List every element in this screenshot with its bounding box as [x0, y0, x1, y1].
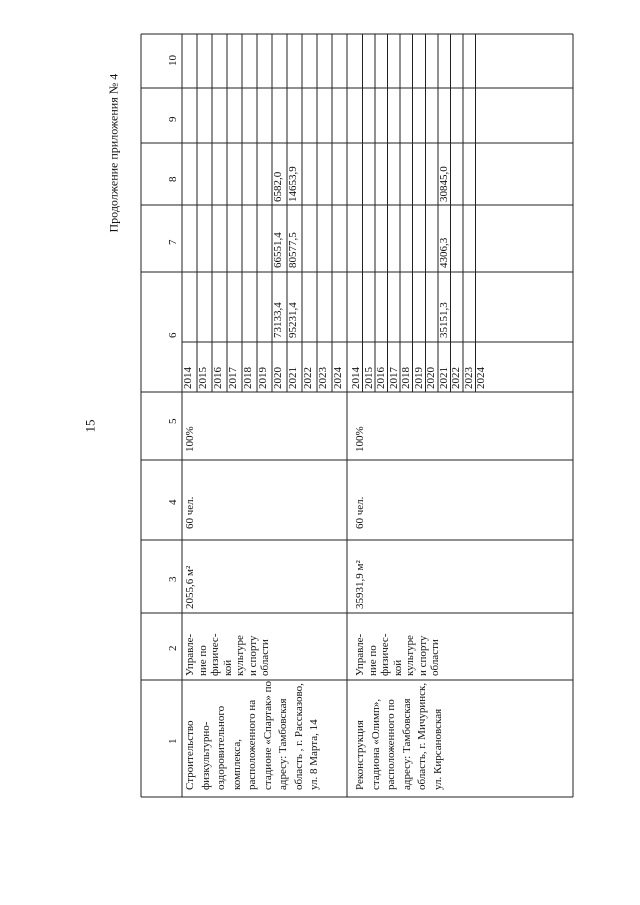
header-col9: 9 — [167, 116, 179, 122]
executor-line: области — [429, 639, 441, 676]
year-label: 2015 — [362, 367, 375, 389]
cell-col8: 6582,0 — [272, 171, 284, 202]
executor-line: культуре — [234, 635, 246, 676]
year-label: 2017 — [387, 367, 400, 389]
area-value: 2055,6 м² — [184, 565, 196, 609]
header-col8: 8 — [167, 176, 179, 182]
year-label: 2016 — [212, 367, 224, 389]
executor-line: культуре — [404, 635, 416, 676]
object-name-line: адресу: Тамбовская — [277, 698, 289, 790]
page-number: 15 — [82, 419, 98, 433]
year-label: 2019 — [257, 367, 269, 389]
executor-line: области — [259, 639, 271, 676]
executor-line: кой — [221, 659, 234, 676]
year-label: 2015 — [197, 367, 209, 389]
cell-col6: 73133,4 — [272, 302, 284, 338]
readiness-value: 100% — [354, 426, 366, 452]
executor-line: ние по — [366, 645, 379, 676]
object-name-line: ул. 8 Марта, 14 — [308, 719, 320, 790]
object-name-line: область, г. Мичуринск, — [416, 682, 428, 790]
header-col5: 5 — [167, 418, 179, 424]
object-name-line: комплекса, — [230, 738, 243, 790]
year-label: 2018 — [242, 367, 254, 389]
object-name-line: стадиона «Олимп», — [369, 698, 382, 790]
header-col1: 1 — [167, 738, 179, 744]
year-label: 2021 — [287, 367, 299, 389]
executor-line: кой — [391, 659, 404, 676]
year-label: 2016 — [375, 367, 388, 389]
executor-line: Управле- — [354, 633, 366, 676]
area-value: 35931,9 м² — [354, 560, 366, 609]
year-label: 2020 — [425, 367, 438, 389]
cell-col8: 14653,9 — [287, 166, 299, 202]
year-label: 2024 — [332, 367, 344, 389]
header-col4: 4 — [167, 499, 179, 505]
object-name-line: адресу: Тамбовская — [400, 698, 413, 790]
year-label: 2023 — [317, 367, 329, 389]
capacity-value: 60 чел. — [354, 496, 366, 529]
year-label: 2014 — [182, 367, 194, 389]
cell-col6: 95231,4 — [287, 302, 299, 338]
object-name-line: физкультурно- — [199, 721, 212, 790]
year-label: 2022 — [450, 367, 463, 389]
year-label: 2021 — [437, 367, 450, 389]
executor-line: и спорту — [416, 635, 429, 676]
header-col6: 6 — [167, 332, 179, 338]
year-label: 2014 — [350, 367, 362, 389]
cell-col7: 66551,4 — [272, 232, 284, 268]
year-label: 2023 — [462, 367, 475, 389]
executor-line: ние по — [196, 645, 209, 676]
year-label: 2024 — [475, 367, 488, 389]
cell-col6: 35151,3 — [437, 302, 450, 338]
executor-line: физичес- — [379, 633, 391, 676]
executor-line: физичес- — [209, 633, 221, 676]
year-label: 2018 — [400, 367, 413, 389]
object-name-line: расположенного по — [385, 699, 397, 790]
header-col7: 7 — [167, 239, 179, 245]
header-col10: 10 — [167, 55, 179, 66]
year-label: 2017 — [227, 367, 239, 389]
capacity-value: 60 чел. — [184, 496, 196, 529]
cell-col8: 30845,0 — [437, 166, 450, 202]
cell-col7: 4306,3 — [437, 237, 450, 268]
year-label: 2020 — [272, 367, 284, 389]
readiness-value: 100% — [184, 426, 196, 452]
continuation-title: Продолжение приложения № 4 — [106, 73, 121, 233]
object-name-line: стадионе «Спартак» по — [261, 681, 274, 790]
executor-line: Управле- — [184, 633, 196, 676]
object-name-line: Строительство — [184, 720, 196, 790]
object-name-line: ул. Кирсановская — [431, 708, 444, 790]
object-name-line: Реконструкция — [354, 720, 366, 790]
executor-line: и спорту — [246, 635, 259, 676]
header-col3: 3 — [167, 576, 179, 582]
object-name-line: расположенного на — [246, 699, 258, 790]
cell-col7: 80577,5 — [287, 232, 299, 268]
object-name-line: оздоровительного — [215, 705, 227, 790]
year-label: 2022 — [302, 367, 314, 389]
object-name-line: область , г. Рассказово, — [292, 683, 305, 790]
header-col2: 2 — [167, 645, 179, 651]
year-label: 2019 — [412, 367, 425, 389]
